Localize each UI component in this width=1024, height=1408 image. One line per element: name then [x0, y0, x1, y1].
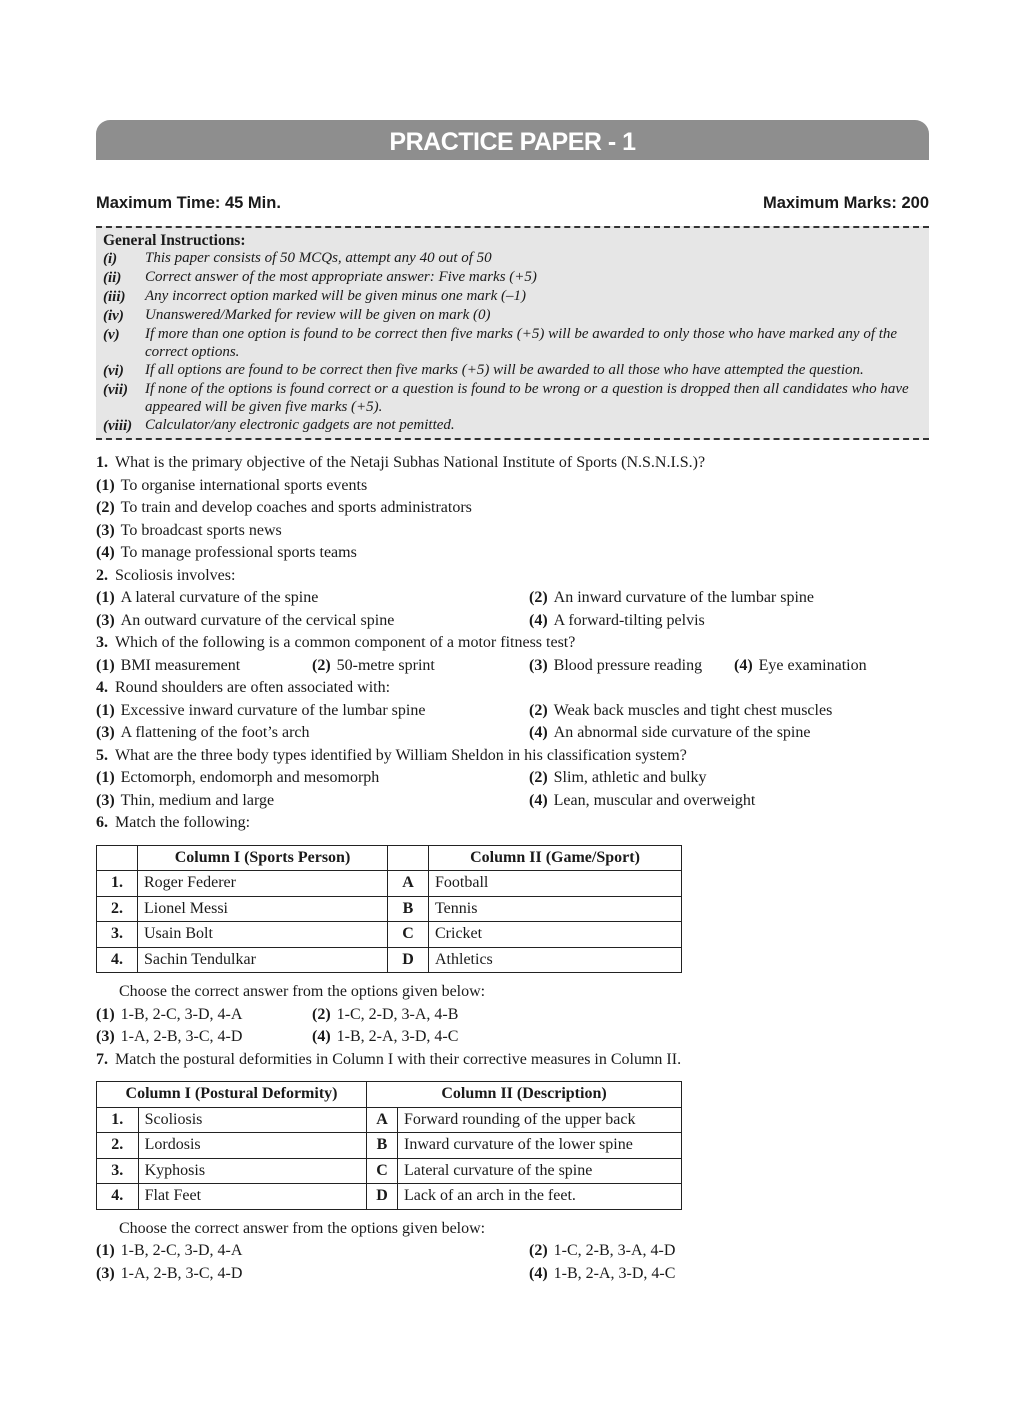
document-page	[96, 120, 929, 1285]
option-number: (1)	[96, 769, 115, 786]
instruction-num: (i)	[103, 251, 118, 267]
option	[96, 1240, 529, 1263]
question-stem	[96, 452, 929, 475]
option-row	[96, 790, 929, 813]
instruction-item	[103, 362, 921, 381]
match-table	[96, 1081, 682, 1210]
column2-cell: Tennis	[429, 896, 682, 922]
option	[96, 1026, 312, 1049]
option-text: A forward-tilting pelvis	[553, 611, 705, 629]
instruction-text: Unanswered/Marked for review will be given on mark (0)	[145, 307, 491, 323]
option	[312, 1026, 458, 1049]
table-header-cell	[388, 845, 429, 871]
row-number: 3.	[97, 1158, 139, 1184]
question-stem	[96, 677, 929, 700]
row-number: 1.	[97, 871, 138, 897]
option	[96, 1004, 312, 1027]
table-header-cell: Column I (Sports Person)	[138, 845, 388, 871]
option	[312, 655, 529, 678]
option-number: (3)	[96, 611, 115, 629]
question-number: 7.	[96, 1050, 108, 1068]
instruction-num: (ii)	[103, 270, 122, 286]
instruction-num: (vi)	[103, 363, 124, 379]
row-letter: A	[388, 871, 429, 897]
row-letter: B	[388, 896, 429, 922]
instruction-num: (vii)	[103, 382, 128, 398]
instruction-text: Calculator/any electronic gadgets are not pemitted.	[145, 417, 455, 433]
question-text: Which of the following is a common component of a motor fitness test?	[115, 634, 576, 651]
instruction-text: If all options are found to be correct then five marks (+5) will be awarded to all those who have attempted the question.	[145, 362, 864, 378]
table-header-cell: Column II (Description)	[367, 1082, 682, 1108]
option-row	[96, 610, 929, 633]
option-row	[96, 700, 929, 723]
option-number: (3)	[96, 1028, 115, 1045]
option-row	[96, 587, 929, 610]
option-text: 50-metre sprint	[336, 656, 435, 674]
column1-cell: Scoliosis	[138, 1107, 366, 1133]
option-number: (1)	[96, 656, 115, 674]
option-text: A lateral curvature of the spine	[120, 589, 319, 606]
option	[529, 610, 705, 633]
option-number: (4)	[312, 1028, 331, 1045]
option-text: An outward curvature of the cervical spine	[120, 611, 395, 629]
column1-cell: Kyphosis	[138, 1158, 366, 1184]
option-number: (2)	[96, 499, 115, 516]
option	[529, 790, 755, 813]
question-stem	[96, 812, 929, 835]
choose-instruction: Choose the correct answer from the options given below:	[119, 1219, 486, 1237]
option-text: Lean, muscular and overweight	[553, 791, 756, 809]
instruction-text: If more than one option is found to be correct then five marks (+5) will be awarded to only those who have marked any of the correct options.	[145, 326, 898, 360]
option-number: (1)	[96, 589, 115, 606]
instruction-num: (iii)	[103, 289, 126, 305]
option-text: 1-C, 2-B, 3-A, 4-D	[553, 1242, 676, 1259]
table-header-row	[97, 845, 682, 871]
option	[529, 700, 832, 723]
option-text: A flattening of the foot’s arch	[120, 724, 310, 741]
instruction-text: Any incorrect option marked will be given minus one mark (–1)	[145, 288, 527, 304]
row-letter: B	[367, 1133, 398, 1159]
column1-cell: Usain Bolt	[138, 922, 388, 948]
option-text: Ectomorph, endomorph and mesomorph	[120, 769, 380, 786]
question-text: What is the primary objective of the Netaji Subhas National Institute of Sports (N.S.N.I.S.)?	[115, 454, 706, 471]
option	[96, 700, 529, 723]
question-stem	[96, 745, 929, 768]
option	[734, 655, 867, 678]
option-number: (3)	[96, 791, 115, 809]
column1-cell: Lordosis	[138, 1133, 366, 1159]
option	[96, 542, 929, 565]
instruction-num: (viii)	[103, 418, 133, 434]
column1-cell: Sachin Tendulkar	[138, 947, 388, 973]
question-number: 1.	[96, 454, 108, 471]
table-header-cell: Column I (Postural Deformity)	[97, 1082, 367, 1108]
option-number: (3)	[96, 724, 115, 741]
option-number: (2)	[312, 656, 331, 674]
instruction-item	[103, 269, 921, 288]
option-text: 1-B, 2-C, 3-D, 4-A	[120, 1242, 243, 1259]
option-text: Thin, medium and large	[120, 791, 275, 809]
column2-cell: Athletics	[429, 947, 682, 973]
option-number: (4)	[529, 724, 548, 741]
option	[96, 497, 929, 520]
question-stem	[96, 565, 929, 588]
table-header-row	[97, 1082, 682, 1108]
option-number: (2)	[312, 1005, 331, 1023]
question-text: Scoliosis involves:	[115, 566, 236, 584]
option	[96, 767, 529, 790]
option	[529, 767, 707, 790]
question-text: Match the following:	[115, 814, 251, 831]
row-letter: C	[388, 922, 429, 948]
option-text: An abnormal side curvature of the spine	[553, 724, 811, 741]
question-number: 5.	[96, 746, 108, 764]
option-text: 1-A, 2-B, 3-C, 4-D	[120, 1028, 243, 1045]
option-text: To organise international sports events	[120, 476, 368, 494]
option	[529, 1240, 675, 1263]
max-time: Maximum Time: 45 Min.	[96, 194, 281, 212]
option-number: (3)	[96, 1264, 115, 1282]
option-text: 1-B, 2-A, 3-D, 4-C	[336, 1028, 459, 1045]
paper-title: PRACTICE PAPER - 1	[96, 120, 929, 160]
instruction-text: If none of the options is found correct or a question is found to be wrong or a question is dropped then all candidates who have appeared will be given five marks (+5).	[145, 381, 909, 415]
table-row	[97, 871, 682, 897]
question-stem	[96, 1049, 929, 1072]
table-row	[97, 896, 682, 922]
option-row	[96, 1026, 929, 1049]
max-marks: Maximum Marks: 200	[763, 194, 929, 212]
option-number: (4)	[529, 1264, 548, 1282]
option-number: (4)	[529, 611, 548, 629]
table-row	[97, 1158, 682, 1184]
column2-cell: Lateral curvature of the spine	[398, 1158, 682, 1184]
option	[96, 520, 929, 543]
table-row	[97, 1133, 682, 1159]
option-number: (3)	[529, 656, 548, 674]
option-row	[96, 1240, 929, 1263]
column1-cell: Roger Federer	[138, 871, 388, 897]
column2-cell: Cricket	[429, 922, 682, 948]
row-letter: A	[367, 1107, 398, 1133]
option-text: 1-B, 2-A, 3-D, 4-C	[553, 1264, 676, 1282]
option-number: (2)	[529, 589, 548, 606]
column2-cell: Inward curvature of the lower spine	[398, 1133, 682, 1159]
table-row	[97, 922, 682, 948]
instruction-text: Correct answer of the most appropriate answer: Five marks (+5)	[145, 269, 537, 285]
option	[529, 655, 734, 678]
option-text: 1-C, 2-D, 3-A, 4-B	[336, 1005, 459, 1023]
option-text: BMI measurement	[120, 656, 241, 674]
row-letter: D	[388, 947, 429, 973]
column2-cell: Lack of an arch in the feet.	[398, 1184, 682, 1210]
option	[312, 1004, 458, 1027]
option-number: (1)	[96, 476, 115, 494]
option-text: 1-B, 2-C, 3-D, 4-A	[120, 1005, 243, 1023]
option-number: (2)	[529, 1242, 548, 1259]
option-number: (2)	[529, 701, 548, 719]
option-text: Eye examination	[758, 656, 867, 674]
general-instructions	[96, 226, 929, 440]
option	[96, 475, 929, 498]
table-row	[97, 947, 682, 973]
option	[96, 610, 529, 633]
instruction-item	[103, 307, 921, 326]
row-number: 2.	[97, 896, 138, 922]
option	[96, 1263, 529, 1286]
column2-cell: Football	[429, 871, 682, 897]
option-number: (1)	[96, 1242, 115, 1259]
option-row	[96, 655, 929, 678]
option-number: (4)	[96, 544, 115, 561]
option-row	[96, 767, 929, 790]
column1-cell: Lionel Messi	[138, 896, 388, 922]
option-number: (1)	[96, 1005, 115, 1023]
question-text: Round shoulders are often associated with:	[115, 679, 391, 696]
table-row	[97, 1184, 682, 1210]
option	[529, 1263, 675, 1286]
question-text: What are the three body types identified by William Sheldon in his classification system?	[115, 746, 687, 764]
option	[529, 587, 814, 610]
option-text: To broadcast sports news	[120, 521, 282, 539]
option-row	[96, 1263, 929, 1286]
option-number: (4)	[529, 791, 548, 809]
instructions-title: General Instructions:	[103, 232, 246, 249]
option	[529, 722, 810, 745]
choose-instruction: Choose the correct answer from the options given below:	[119, 983, 486, 1000]
row-number: 4.	[97, 947, 138, 973]
instruction-item	[103, 381, 921, 417]
table-row	[97, 1107, 682, 1133]
option-text: Blood pressure reading	[553, 656, 703, 674]
match-table	[96, 845, 682, 974]
option-text: Excessive inward curvature of the lumbar spine	[120, 701, 426, 719]
table-header-cell	[97, 845, 138, 871]
option-text: Slim, athletic and bulky	[553, 769, 707, 786]
option-row	[96, 1004, 929, 1027]
question-number: 6.	[96, 814, 108, 831]
instruction-item	[103, 417, 921, 436]
question-stem	[96, 632, 929, 655]
question-number: 3.	[96, 634, 108, 651]
option	[96, 587, 529, 610]
instruction-num: (v)	[103, 327, 120, 343]
column1-cell: Flat Feet	[138, 1184, 366, 1210]
row-letter: C	[367, 1158, 398, 1184]
option-row	[96, 722, 929, 745]
row-number: 4.	[97, 1184, 139, 1210]
instruction-num: (iv)	[103, 308, 124, 324]
option-number: (2)	[529, 769, 548, 786]
question-text: Match the postural deformities in Column I with their corrective measures in Column II.	[115, 1050, 682, 1068]
questions-section	[96, 452, 929, 1285]
option	[96, 655, 312, 678]
option-text: 1-A, 2-B, 3-C, 4-D	[120, 1264, 243, 1282]
instruction-text: This paper consists of 50 MCQs, attempt any 40 out of 50	[145, 250, 492, 266]
option-number: (3)	[96, 521, 115, 539]
row-letter: D	[367, 1184, 398, 1210]
option-number: (4)	[734, 656, 753, 674]
option-number: (1)	[96, 701, 115, 719]
instruction-item	[103, 326, 921, 362]
option-text: Weak back muscles and tight chest muscles	[553, 701, 833, 719]
question-number: 4.	[96, 679, 108, 696]
option	[96, 722, 529, 745]
instruction-item	[103, 288, 921, 307]
option-text: To train and develop coaches and sports administrators	[120, 499, 472, 516]
instruction-item	[103, 250, 921, 269]
row-number: 3.	[97, 922, 138, 948]
question-number: 2.	[96, 566, 108, 584]
table-header-cell: Column II (Game/Sport)	[429, 845, 682, 871]
row-number: 1.	[97, 1107, 139, 1133]
paper-meta	[96, 194, 929, 213]
option-text: An inward curvature of the lumbar spine	[553, 589, 815, 606]
option	[96, 790, 529, 813]
option-text: To manage professional sports teams	[120, 544, 357, 561]
column2-cell: Forward rounding of the upper back	[398, 1107, 682, 1133]
row-number: 2.	[97, 1133, 139, 1159]
